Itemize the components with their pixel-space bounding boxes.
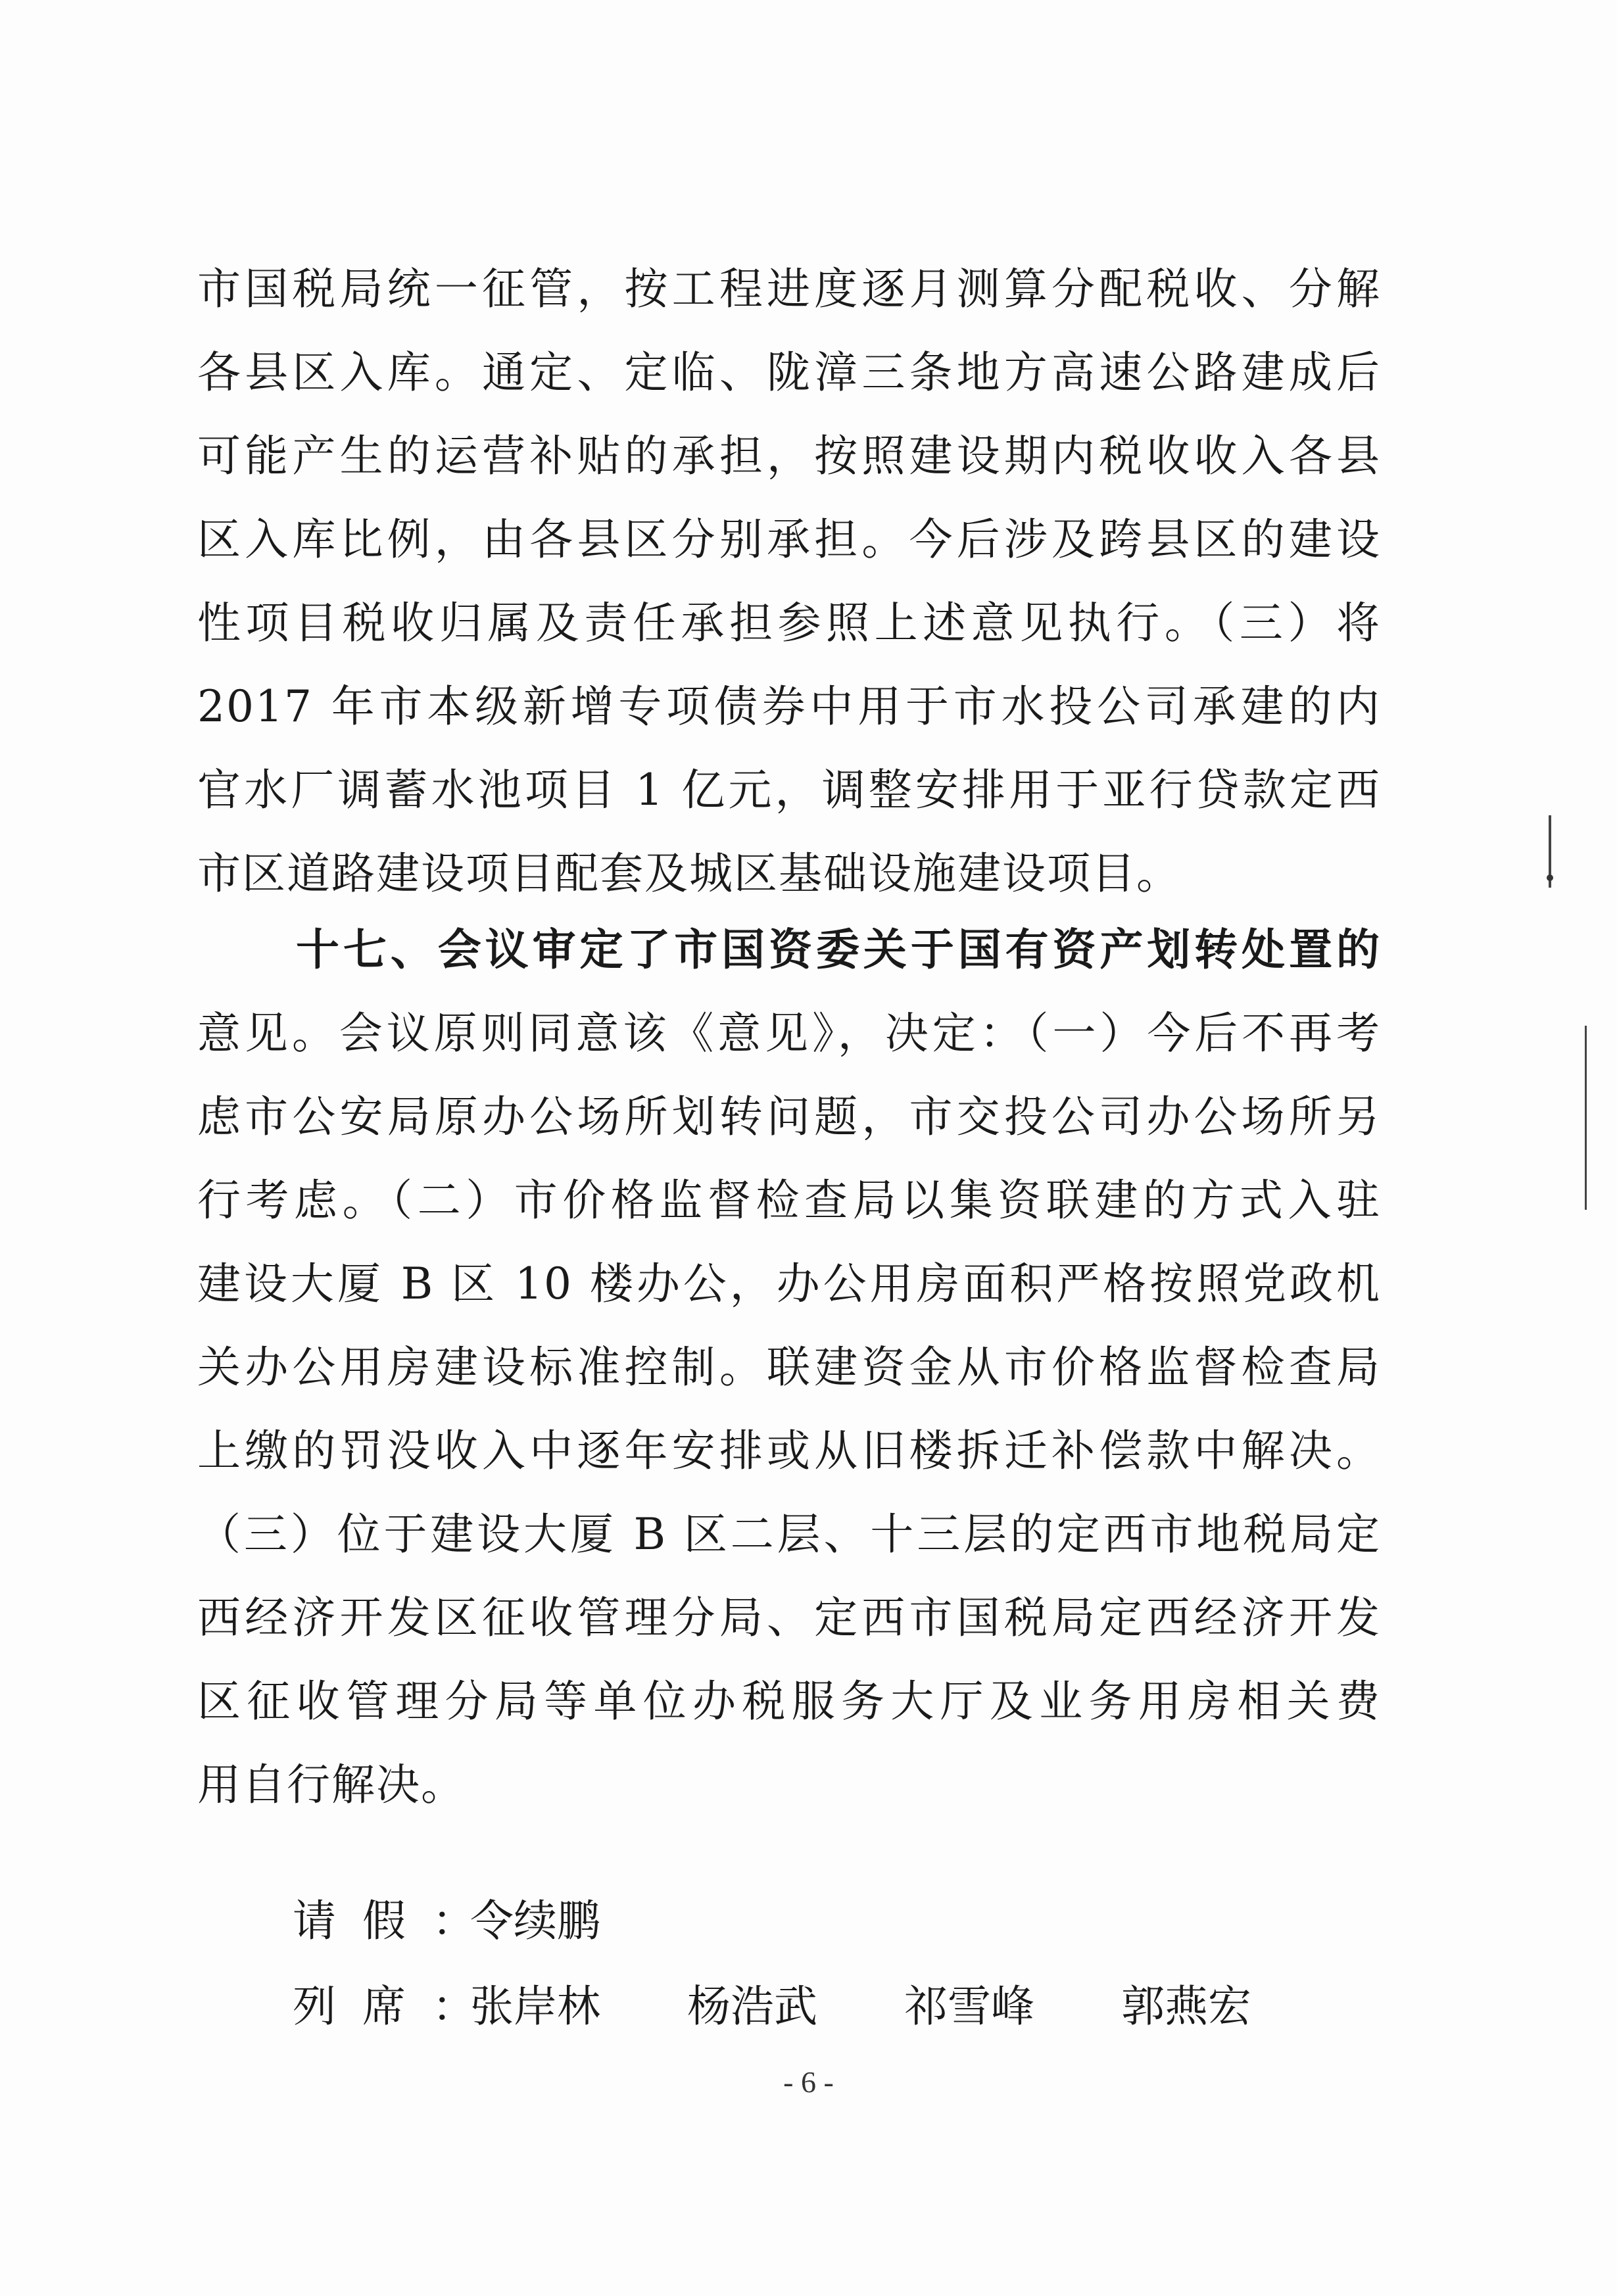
text-line: 意见。会议原则同意该《意见》，决定：（一）今后不再考 [197,1008,1381,1059]
leave-row [293,1875,1411,1967]
text-line: 建设大厦 B 区 10 楼办公，办公用房面积严格按照党政机 [197,1258,1381,1309]
text-line: 官水厂调蓄水池项目 1 亿元，调整安排用于亚行贷款定西 [197,765,1381,815]
text-line: 上缴的罚没收入中逐年安排或从旧楼拆迁补偿款中解决。 [197,1425,1381,1476]
text-line: 市区道路建设项目配套及城区基础设施建设项目。 [197,848,1181,899]
attending-label: 列席： [293,1981,502,2032]
text-line: 行考虑。（二）市价格监督检查局以集资联建的方式入驻 [197,1175,1381,1226]
text-line: 性项目税收归属及责任承担参照上述意见执行。（三）将 [197,598,1381,648]
text-line: 关办公用房建设标准控制。联建资金从市价格监督检查局 [197,1342,1381,1393]
text-line: 2017 年市本级新增专项债券中用于市水投公司承建的内 [197,681,1381,732]
text-line: 西经济开发区征收管理分局、定西市国税局定西经济开发 [197,1592,1381,1643]
attending-name: 祁雪峰 [904,1981,1034,2032]
leave-name: 令续鹏 [470,1896,600,1946]
text-line: 区征收管理分局等单位办税服务大厅及业务用房相关费 [197,1676,1381,1727]
attending-row [293,1961,1411,2053]
text-line: 各县区入库。通定、定临、陇漳三条地方高速公路建成后 [197,347,1381,398]
scan-dot-mark [1547,874,1553,881]
leave-label: 请假： [293,1896,502,1946]
text-line: （三）位于建设大厦 B 区二层、十三层的定西市地税局定 [197,1509,1381,1560]
attending-name: 郭燕宏 [1121,1981,1251,2032]
text-line: 虑市公安局原办公场所划转问题，市交投公司办公场所另 [197,1091,1381,1142]
item-17-heading-line: 十七、会议审定了市国资委关于国有资产划转处置的 [296,924,1381,975]
text-line: 可能产生的运营补贴的承担，按照建设期内税收收入各县 [197,431,1381,481]
attending-name: 杨浩武 [687,1981,817,2032]
text-line: 用自行解决。 [197,1759,466,1810]
text-line: 市国税局统一征管，按工程进度逐月测算分配税收、分解 [197,264,1381,314]
attending-name: 张岸林 [470,1981,600,2032]
scan-edge-mark [1585,1026,1587,1210]
page-number: - 6 - [783,2065,834,2099]
text-line: 区入库比例，由各县区分别承担。今后涉及跨县区的建设 [197,514,1381,565]
